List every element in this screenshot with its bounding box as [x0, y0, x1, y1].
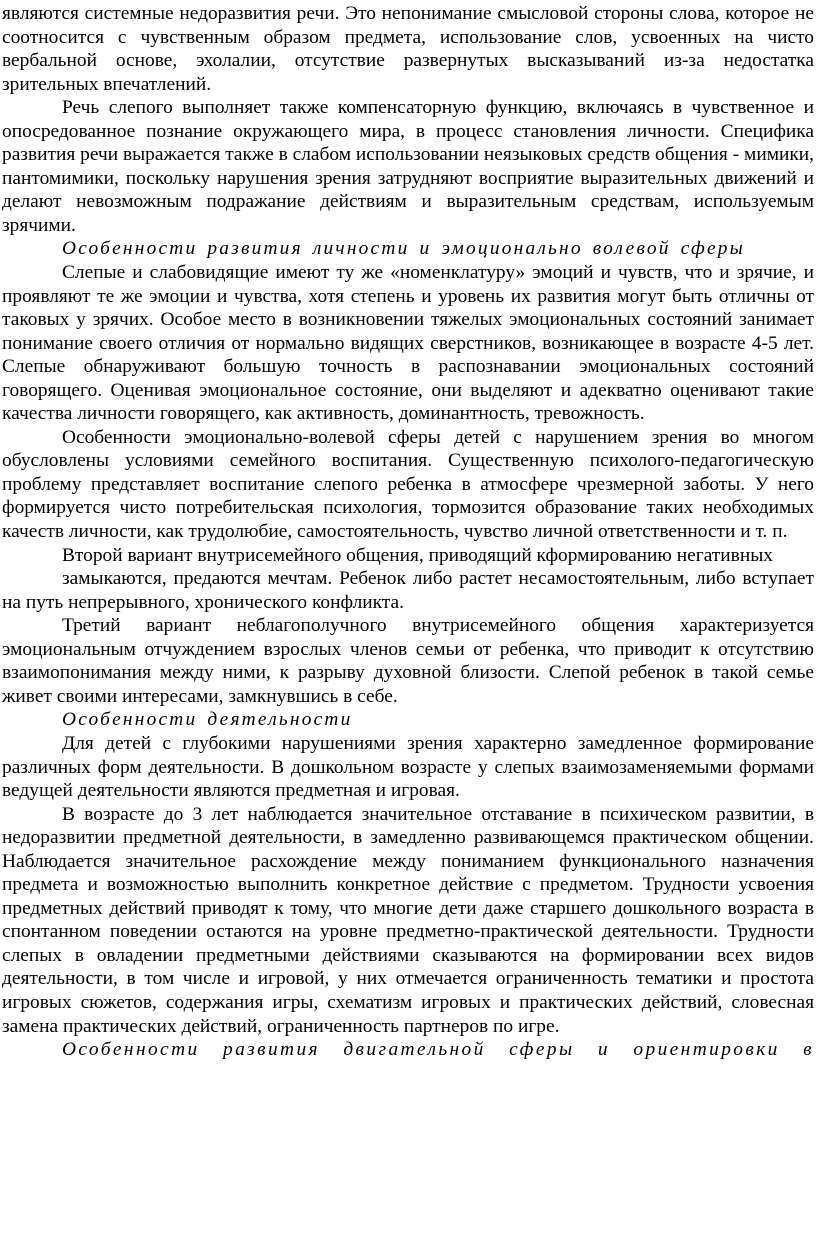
paragraph-activity-forms: Для детей с глубокими нарушениями зрения характерно замедленное формирование различных форм деятельности. В дошкольном возрасте у слепых взаимозаменяемыми формами ведущей деятельности являются предметная и игровая.: [2, 732, 814, 802]
paragraph-withdrawal: замыкаются, предаются мечтам. Ребенок либо растет несамостоятельным, либо вступает на путь непрерывного, хронического конфликта.: [2, 568, 814, 613]
paragraph-family-upbringing: Особенности эмоционально-волевой сферы детей с нарушением зрения во многом обусловлены условиями семейного воспитания. Существенную психолого-педагогическую проблему представляет воспитание слепого ребенка в атмосфере чрезмерной заботы. У него формируется чисто потребительская психология, тормозится образование таких необходимых качеств личности, как трудолюбие, самостоятельность, чувство личной ответственности и т. п.: [2, 426, 814, 543]
paragraph-speech-underdevelopment: являются системные недоразвития речи. Это непонимание смысловой стороны слова, которое не соотносится с чувственным образом предмета, использование слов, усвоенных на чисто вербальной основе, эхолалии, отсутствие развернутых высказываний из-за недостатка зрительных впечатлений.: [2, 3, 814, 95]
paragraph-compensatory-function: Речь слепого выполняет также компенсаторную функцию, включаясь в чувственное и опосредованное познание окружающего мира, в процесс становления личности. Специфика развития речи выражается также в слабом использовании неязыковых средств общения - мимики, пантомимики, поскольку нарушения зрения затрудняют восприятие выразительных движений и делают невозможным подражание действиям и выразительным средствам, используемым зрячими.: [2, 97, 814, 236]
heading-activity: Особенности деятельности: [62, 709, 353, 731]
heading-motor-sphere: Особенности развития двигательной сферы и ориентировки в: [62, 1039, 814, 1061]
paragraph-third-variant: Третий вариант неблагополучного внутрисемейного общения характеризуется эмоциональным отчуждением взрослых членов семьи от ребенка, что приводит к отсутствию взаимопонимания между ними, к разрыву духовной близости. Слепой ребенок в такой семье живет своими интересами, замкнувшись в себе.: [2, 615, 814, 707]
paragraph-second-variant: Второй вариант внутрисемейного общения, приводящий кформированию негативных: [62, 544, 773, 566]
heading-personality-emotional-sphere: Особенности развития личности и эмоционально волевой сферы: [62, 238, 746, 260]
paragraph-emotions-feelings: Слепые и слабовидящие имеют ту же «номенклатуру» эмоций и чувств, что и зрячие, и проявляют те же эмоции и чувства, хотя степень и уровень их развития могут быть отличны от таковых у зрячих. Особое место в возникновении тяжелых эмоциональных состояний занимает понимание своего отличия от нормально видящих сверстников, возникающее в возрасте 4-5 лет. Слепые обнаруживают большую точность в распознавании эмоциональных состояний говорящего. Оценивая эмоциональное состояние, они выделяют и адекватно оценивают такие качества личности говорящего, как активность, доминантность, тревожность.: [2, 262, 814, 425]
paragraph-age-three: В возрасте до 3 лет наблюдается значительное отставание в психическом развитии, в недоразвитии предметной деятельности, в замедленно развивающемся практическом общении. Наблюдается значительное расхождение между пониманием функционального назначения предмета и возможностью выполнить конкретное действие с предметом. Трудности усвоения предметных действий приводят к тому, что многие дети даже старшего дошкольного возраста в спонтанном поведении остаются на уровне предметно-практической деятельности. Трудности слепых в овладении предметными действиями сказываются на формировании всех видов деятельности, в том числе и игровой, у них отмечается ограниченность тематики и простота игровых сюжетов, содержания игры, схематизм игровых и практических действий, словесная замена практических действий, ограниченность партнеров по игре.: [2, 803, 814, 1037]
